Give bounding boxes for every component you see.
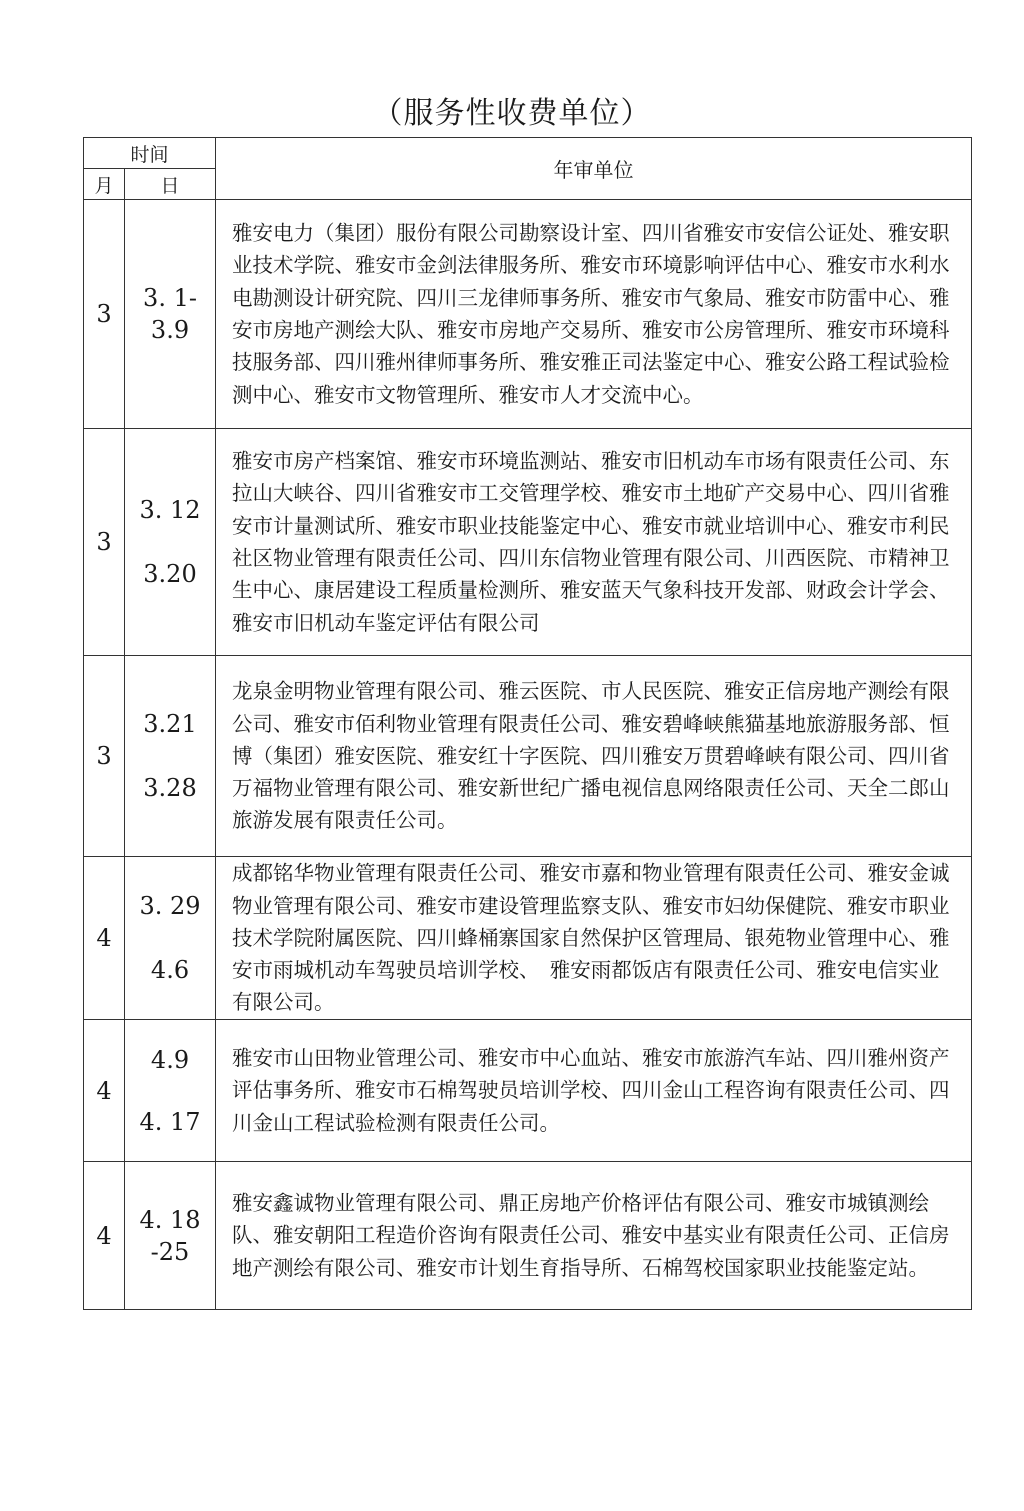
- month-cell: 4: [84, 1162, 125, 1310]
- day-cell: [125, 429, 216, 656]
- day-start: 3.21: [143, 710, 197, 738]
- day-end: 3.28: [143, 774, 197, 802]
- day-end: 3.20: [143, 560, 197, 588]
- table-row: [84, 1020, 972, 1162]
- month-cell: 4: [84, 1020, 125, 1162]
- header-unit: 年审单位: [216, 138, 972, 200]
- month-cell: 3: [84, 200, 125, 429]
- table-row: [84, 429, 972, 656]
- table-row: [84, 656, 972, 857]
- header-month: 月: [84, 169, 125, 200]
- table-row: [84, 200, 972, 429]
- day-start: 4. 18: [139, 1205, 201, 1234]
- page-title: （服务性收费单位）: [372, 96, 652, 131]
- month-cell: 3: [84, 656, 125, 857]
- table-row: [84, 857, 972, 1020]
- units-cell: 龙泉金明物业管理有限公司、雅云医院、市人民医院、雅安正信房地产测绘有限公司、雅安市佰利物业管理有限责任公司、雅安碧峰峡熊猫基地旅游服务部、恒博（集团）雅安医院、雅安红十字医院、四川雅安万贯碧峰峡有限公司、四川省万福物业管理有限公司、雅安新世纪广播电视信息网络限责任公司、天全二郎山旅游发展有限责任公司。: [216, 656, 972, 857]
- day-cell: [125, 1020, 216, 1162]
- day-start: 4.9: [150, 1045, 190, 1074]
- day-start: 3. 29: [139, 892, 201, 920]
- units-cell: 成都铭华物业管理有限责任公司、雅安市嘉和物业管理有限责任公司、雅安金诚物业管理有限公司、雅安市建设管理监察支队、雅安市妇幼保健院、雅安市职业技术学院附属医院、四川蜂桶寨国家自然保护区管理局、银苑物业管理中心、雅安市雨城机动车驾驶员培训学校、 雅安雨都饭店有限责任公司、雅安电信实业有限公司。: [216, 857, 972, 1020]
- month-cell: 4: [84, 857, 125, 1020]
- day-cell: [125, 1162, 216, 1310]
- day-cell: [125, 656, 216, 857]
- day-end: -25: [150, 1237, 190, 1266]
- units-cell: 雅安鑫诚物业管理有限公司、鼎正房地产价格评估有限公司、雅安市城镇测绘队、雅安朝阳工程造价咨询有限责任公司、雅安中基实业有限责任公司、正信房地产测绘有限公司、雅安市计划生育指导所、石棉驾校国家职业技能鉴定站。: [216, 1162, 972, 1310]
- day-end: 4. 17: [139, 1107, 201, 1136]
- day-start: 3. 12: [139, 496, 201, 524]
- table-row: [84, 1162, 972, 1310]
- day-cell: [125, 857, 216, 1020]
- day-start: 3. 1-: [143, 284, 197, 312]
- units-cell: 雅安市山田物业管理公司、雅安市中心血站、雅安市旅游汽车站、四川雅州资产评估事务所、雅安市石棉驾驶员培训学校、四川金山工程咨询有限责任公司、四川金山工程试验检测有限责任公司。: [216, 1020, 972, 1162]
- month-cell: 3: [84, 429, 125, 656]
- schedule-table: [83, 137, 972, 1310]
- day-end: 3.9: [150, 316, 190, 344]
- units-cell: 雅安市房产档案馆、雅安市环境监测站、雅安市旧机动车市场有限责任公司、东拉山大峡谷、四川省雅安市工交管理学校、雅安市土地矿产交易中心、四川省雅安市计量测试所、雅安市职业技能鉴定中心、雅安市就业培训中心、雅安市利民社区物业管理有限责任公司、四川东信物业管理有限公司、川西医院、市精神卫生中心、康居建设工程质量检测所、雅安蓝天气象科技开发部、财政会计学会、雅安市旧机动车鉴定评估有限公司: [216, 429, 972, 656]
- units-cell: 雅安电力（集团）服份有限公司勘察设计室、四川省雅安市安信公证处、雅安职业技术学院、雅安市金剑法律服务所、雅安市环境影响评估中心、雅安市水利水电勘测设计研究院、四川三龙律师事务所、雅安市气象局、雅安市防雷中心、雅安市房地产测绘大队、雅安市房地产交易所、雅安市公房管理所、雅安市环境科技服务部、四川雅州律师事务所、雅安雅正司法鉴定中心、雅安公路工程试验检测中心、雅安市文物管理所、雅安市人才交流中心。: [216, 200, 972, 429]
- header-day: 日: [125, 169, 216, 200]
- day-end: 4.6: [150, 956, 190, 984]
- header-time: 时间: [84, 138, 216, 169]
- day-cell: [125, 200, 216, 429]
